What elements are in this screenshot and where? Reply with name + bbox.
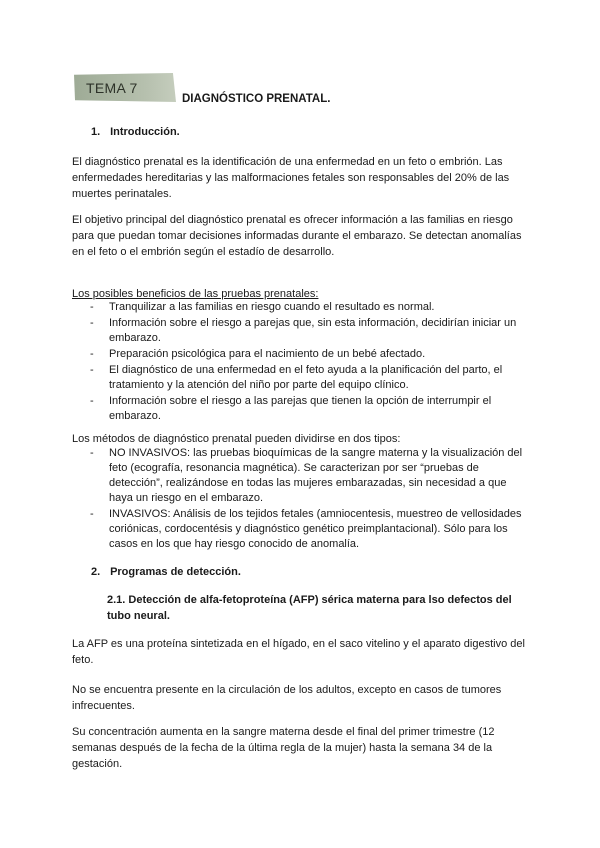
list-item: - NO INVASIVOS: las pruebas bioquímicas de la sangre materna y la visualización del feto (ecografía, resonancia magnética). Se caracterizan por ser “pruebas de detección”, realizándose en todas las mujeres embarazadas, sin necesidad a que haya un riesgo en el embarazo. — [90, 447, 523, 504]
section-2-title: Programas de detección. — [110, 566, 241, 578]
benefits-list — [72, 300, 532, 425]
section-1-title: Introducción. — [110, 126, 180, 138]
list-item: - INVASIVOS: Análisis de los tejidos fetales (amniocentesis, muestreo de vellosidades coriónicas, cordocentésis y diagnóstico genético preimplantacional). Sólo para los casos en los que hay riesgo conocido de anomalía. — [90, 508, 522, 550]
afp-paragraph: La AFP es una proteína sintetizada en el hígado, en el saco vitelino y el aparato digestivo del feto. — [72, 638, 525, 666]
list-item: - Tranquilizar a las familias en riesgo cuando el resultado es normal. — [90, 301, 435, 313]
section-1-heading — [91, 124, 180, 140]
page-title: DIAGNÓSTICO PRENATAL. — [182, 93, 331, 105]
list-item: - Información sobre el riesgo a las parejas que tienen la opción de interrumpir el embarazo. — [90, 395, 492, 422]
dash-bullet: - — [90, 395, 94, 407]
intro-paragraph: El diagnóstico prenatal es la identificación de una enfermedad en un feto o embrión. Las enfermedades hereditarias y las malformaciones fetales son responsables del 20% de las muertes perinatales. — [72, 156, 510, 200]
section-1-number: 1. — [91, 126, 101, 138]
dash-bullet: - — [90, 348, 94, 360]
circulation-paragraph: No se encuentra presente en la circulación de los adultos, excepto en casos de tumores infrecuentes. — [72, 684, 502, 712]
dash-bullet: - — [90, 447, 94, 459]
section-2-number: 2. — [91, 566, 101, 578]
objective-paragraph: El objetivo principal del diagnóstico prenatal es ofrecer información a las familias en riesgo para que puedan tomar decisiones informadas durante el embarazo. Se detectan anomalías en el feto o el embrión según el estadío de desarrollo. — [72, 214, 522, 258]
dash-bullet: - — [90, 508, 94, 520]
tema-label: TEMA 7 — [86, 80, 138, 96]
list-item: - Información sobre el riesgo a parejas que, sin esta información, decidirían iniciar un embarazo. — [90, 317, 517, 344]
concentration-paragraph: Su concentración aumenta en la sangre materna desde el final del primer trimestre (12 semanas después de la fecha de la última regla de la mujer) hasta la semana 34 de la gestación. — [72, 726, 495, 770]
methods-list — [72, 446, 532, 553]
benefits-title: Los posibles beneficios de las pruebas prenatales: — [72, 288, 319, 300]
dash-bullet: - — [90, 317, 94, 329]
dash-bullet: - — [90, 301, 94, 313]
list-item: - El diagnóstico de una enfermedad en el feto ayuda a la planificación del parto, el tratamiento y la atención del niño por parte del equipo clínico. — [90, 364, 503, 391]
section-2-heading — [91, 564, 241, 580]
subsection-2-1-heading: 2.1. Detección de alfa-fetoproteína (AFP) sérica materna para lso defectos del tubo neural. — [107, 594, 512, 622]
dash-bullet: - — [90, 364, 94, 376]
methods-intro: Los métodos de diagnóstico prenatal pueden dividirse en dos tipos: — [72, 433, 401, 445]
list-item: - Preparación psicológica para el nacimiento de un bebé afectado. — [90, 348, 426, 360]
